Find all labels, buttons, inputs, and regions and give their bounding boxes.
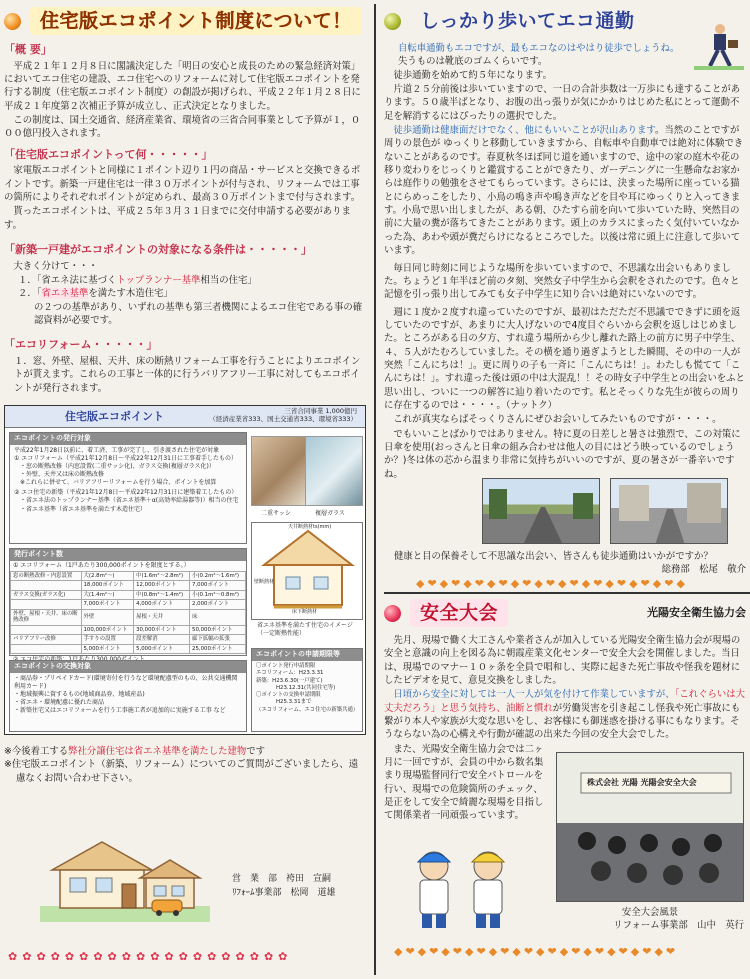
points-table-cell: 2,000ポイント — [190, 600, 246, 609]
street-photo-2 — [610, 478, 728, 544]
lead-line: 自転車通勤もエコですが、最もエコなのはやはり徒歩でしょうね。 — [398, 43, 680, 54]
signature-dept-1: 営 業 部 — [232, 874, 278, 884]
safety-caption-block — [556, 906, 744, 933]
panel-heading: エコポイントの発行対象 — [10, 433, 246, 445]
points-table-cell — [11, 600, 82, 609]
highlight-text: 徒歩通勤は健康面だけでなく、他にもいいことが沢山あります — [393, 125, 655, 137]
flower-icon: ✿ — [121, 950, 131, 963]
workers-illustration — [404, 844, 524, 930]
paragraph: １．窓、外壁、屋根、天井、床の断熱リフォーム工事を行うことによりエコポイントが貰えます。これらの工事と一体的に行うバリアフリー工事に対してもエコポイントが発行されます。 — [14, 355, 361, 394]
mini-line: ※これらに併せて、バリアフリーリフォームを行う場合、ポイントを加算 — [20, 479, 217, 487]
points-table-cell: バリアフリー改修 — [11, 635, 82, 644]
paragraph-text: 。当然のことですが周りの景色が ゆっくりと移動していきますから、自転車や自動車では絶対に体験できないことがあるのです。春夏秋冬ほぼ同じ道を通いますので、途中の家の庭木や花の移り変わりをじっくりと鑑賞することができたり、ガーデニングに一生懸命なお家からは庭作りの勉強をさせてもらっています。さらには、決まった場所に座っている猫とにらめっこをしたり、小鳥の鳴き声や鳴き声などを目や耳にゆっくりと入ってきます。小鳥で思い出しましたが、ある朝、ひたすら前を向いて歩いていた時、突然目の前に大量の糞が落ちてきたことがあります。頭上のカラスにまったく気付いていなかった為、あわや頭が糞だらけになるところでした。以後は常に頭上に注意して歩いています。 — [384, 125, 744, 257]
note-1-a: ※今後着工する — [4, 745, 69, 757]
note-1-highlight: 弊社分譲住宅は省エネ基準を満たした建物 — [68, 745, 247, 757]
paragraph-text: が労働災害を引き起こし怪我や死亡事故にも繋がり本人や家族が大変な思いをし、お客様にも御迷惑を掛ける事にもなります。そうならない為の心構えや行動が確認の出来た今回の安全大会でした。 — [384, 702, 741, 741]
closing-line: 健康と目の保養そして不思議な出会い、皆さんも徒歩通勤はいかがですか？ — [394, 551, 713, 562]
points-table — [10, 571, 246, 654]
street-1-svg — [483, 479, 600, 544]
points-table-cell — [11, 625, 82, 634]
points-table-cell: 4,000ポイント — [134, 600, 190, 609]
panel-heading: エコポイントの申請期限等 — [252, 649, 362, 661]
right-title-row — [384, 6, 746, 36]
points-table-cell: 外壁、屋根・天井、床の断熱改修 — [11, 609, 82, 625]
mini-line: ・地域振興に資するもの(地域商品券、地域産品) — [14, 691, 145, 699]
flower-icon: ✿ — [50, 950, 60, 963]
flower-icon: ✿ — [164, 950, 174, 963]
eco-point-info-box — [4, 405, 366, 735]
heart-border: ◆❤◆❤◆❤◆❤◆❤◆❤◆❤◆❤◆❤◆❤◆❤◆ — [416, 577, 688, 590]
paragraph: これが真実ならばそっくりさんにぜひお会いしてみたいものですが・・・・。 — [393, 414, 722, 426]
points-table-cell: 小(0.1m²〜0.8m²) — [190, 590, 246, 599]
paragraph: 家電版エコポイントと同様に１ポイント辺り１円の商品・サービスと交換できるポイントです。新築一戸建住宅は一律３０万ポイントが付与され、リフォームでは工事の箇所によりそれぞれポイントが定められ、最高３０万ポイントまで付与されます。 — [4, 165, 361, 203]
paragraph: 毎日同じ時刻に同じような場所を歩いていますので、不思議な出会いもありました。ちょうど１年半ほど前のタ刻、突然女子中学生から会釈をされたのです。色々と記憶を引っ張り出してみても女子中学生に知り合いは絶対にいないのです。 — [384, 262, 740, 301]
note-line — [4, 745, 366, 758]
flower-icon: ✿ — [64, 950, 75, 963]
heart-border-bottom: ◆❤◆❤◆❤◆❤◆❤◆❤◆❤◆❤◆❤◆❤◆❤◆❤ — [394, 945, 679, 958]
points-table-cell: 100,000ポイント — [81, 625, 134, 634]
points-table-cell: 中(0.8m²〜1.4m²) — [134, 590, 190, 599]
flower-icon: ✿ — [36, 950, 46, 963]
points-table-cell: 窓の断熱改修・内窓設置 — [11, 572, 82, 581]
signature-name-2: 松岡 道雄 — [290, 888, 336, 899]
points-table-row — [11, 581, 246, 590]
budget-text: 三省合同事業 1,000億円 — [284, 406, 357, 415]
points-table-cell: 小(0.2m²〜1.6m²) — [190, 572, 246, 581]
flower-icon: ✿ — [150, 950, 160, 963]
mini-line: ・外壁、天井又は床の断熱改修 — [20, 471, 105, 479]
double-sash-photo — [251, 436, 309, 506]
flower-icon: ✿ — [263, 950, 274, 963]
safety-meeting-photo — [556, 752, 744, 902]
points-table-cell: 25,000ポイント — [190, 644, 246, 653]
flower-icon: ✿ — [79, 950, 89, 963]
highlight-red: 「これぐらいは大丈夫だろう」と思う気持ち、油断と慣れ — [384, 689, 745, 714]
mini-line: ・新築住宅又はエコリフォームを行う工事施工者が追加的に実施する工事 など — [14, 707, 226, 715]
points-panel — [9, 548, 247, 656]
paragraph: 大きく分けて・・・ — [13, 260, 98, 272]
ball-icon — [4, 13, 21, 30]
safety-title: 安全大会 — [410, 599, 508, 628]
flower-icon: ✿ — [107, 950, 117, 963]
paragraph: 失うものは靴底のゴムくらいです。 — [398, 56, 548, 68]
info-box-label: 住宅版エコポイント — [65, 409, 164, 423]
points-table-row — [11, 644, 246, 653]
walking-man-icon — [694, 22, 744, 70]
street-2-svg — [611, 479, 728, 544]
caption-house-diagram — [257, 622, 353, 638]
condition-item-2 — [4, 287, 366, 300]
condition-1-c: 相当の住宅」 — [200, 274, 257, 286]
house-diagram-svg — [252, 523, 364, 621]
paragraph: また、光陽安全衛生協力会では二ヶ月に一回ですが、会員の中から数名集まり現場監督同行で安全パトロールを行い、現場での危険箇所のチェック、是正をして安全で綺麗な現場を目指して関係業者一同頑張っています。 — [384, 743, 544, 822]
points-table-cell: 7,000ポイント — [190, 581, 246, 590]
caption-double-glazing: 複層ガラス — [315, 509, 345, 517]
meeting-svg — [557, 753, 744, 902]
points-table-cell — [11, 644, 82, 653]
points-table-row — [11, 600, 246, 609]
paragraph: 平成２１年１２月８日に閣議決定した「明日の安心と成長のための緊急経済対策」においてエコ住宅の建設、エコ住宅へのリフォームに対して住宅版エコポイントを発行する制度（住宅版エコポイント制度）の創設が掲げられ、平成２２年１月２８日に平成２１年度第２次補正予算が成立し、正式決定となりました。 — [4, 60, 361, 112]
points-table-row — [11, 625, 246, 634]
points-table-cell: 廊下拡幅の拡張 — [190, 635, 246, 644]
diagram-label-wall: 壁断熱材 — [254, 578, 275, 585]
section-divider — [384, 592, 750, 594]
panel-heading: エコポイントの交換対象 — [10, 661, 246, 673]
mini-line: 平成22年1月28日以前に、着工済、工事が完了し、引き渡された住宅が対象 — [14, 446, 220, 454]
flower-icon: ✿ — [221, 950, 231, 963]
issue-target-panel — [9, 432, 247, 544]
points-table-cell: 30,000ポイント — [134, 625, 190, 634]
points-table-cell: 床 — [190, 609, 246, 625]
paragraph: 貰ったエコポイントは、平成２５年３月３１日までに交付申請する必要があります。 — [4, 206, 351, 231]
points-table-cell: 段差解消 — [134, 635, 190, 644]
points-table-cell: 中(1.6m²〜2.8m²) — [134, 572, 190, 581]
section-heading-conditions: 「新築一戸建がエコポイントの対象になる条件は・・・・・」 — [4, 243, 312, 256]
paragraph: 先月、現場で働く大工さんや業者さんが加入している光陽安全衛生協力会が現場の安全と意識の向上を図る為に朝霞産業文化センターで安全大会を開催しました。当日は、現場でのマナー１０ヶ条を全員で唱和し、実際に起きた死亡事故や怪我を題材にしたビデオを見て、意見交換をしました。 — [384, 635, 741, 687]
mini-line: ① エコリフォーム（平成21年12月8日〜平成22年12月31日に工事着手したもの） — [14, 455, 237, 462]
signature-line-1 — [232, 872, 336, 886]
caption-double-sash: 二重サッシ — [261, 509, 291, 517]
flower-icon: ✿ — [235, 950, 245, 963]
points-table-row — [11, 572, 246, 581]
points-table-row — [11, 609, 246, 625]
mini-line: 〇ポイント発行申請期限 — [256, 662, 316, 669]
deadline-panel — [251, 648, 363, 732]
paragraph: 徒歩通勤を始めて約５年になります。 — [393, 69, 553, 81]
diagram-label-floor: 床下断熱材 — [292, 608, 318, 615]
mini-line: ・商品券・プリペイドカード(環境寄付を行うなど環境配慮型のもの、公共交通機関利用カード) — [14, 674, 238, 690]
street-photo-1 — [482, 478, 600, 544]
note-1-c: です — [246, 745, 266, 757]
points-table-cell: 18,000ポイント — [81, 581, 134, 590]
points-table-cell: 7,000ポイント — [81, 600, 134, 609]
points-table-cell — [11, 581, 82, 590]
flower-icon: ✿ — [8, 950, 18, 963]
section-heading-overview: 「概 要」 — [4, 43, 52, 56]
condition-1-a: １．「省エネ法に基づく — [18, 274, 117, 286]
paragraph: の２つの基準があり、いずれの基準も第三者機関によるエコ住宅である事の確認資料が必要です。 — [34, 301, 363, 326]
left-column — [4, 6, 366, 785]
condition-item-1 — [4, 274, 366, 287]
section-heading-what: 「住宅版エコポイントって何・・・・・」 — [4, 147, 213, 161]
paragraph: 週に１度か２度すれ違っていたのですが、最初はただただ不思議でできずに頭を返していたのですが、あまりに大人げないので4度目ぐらいから会釈を返しはじめました。ところがある日の夕方、すれ違う場所から少し離れた路上の前方に男子中学生、４、５人がたむろしていました。その横を通り過ぎようとした瞬間、その中の一人が突然「こんにちは！」。更に周りの子も一斉に「こんにちは！」。わたしも慌てて「こんにちは！」。すれ違った後は頭の中は大混乱！！その時女子中学生との出会いをふと思い出し、ついに一つの解答に辿り着いたのです。私とそっくりな先生が彼らの周りに存在するのでは・・・・。（ナットク） — [384, 306, 745, 411]
points-table-row — [11, 590, 246, 599]
signature-name-1: 袴田 宣嗣 — [286, 874, 332, 884]
paragraph: この制度は、国土交通省、経済産業省、環境省の三省合同事業として予算が１，０００億円投入されます。 — [4, 114, 361, 140]
meeting-banner: 株式会社 光陽 光陽会安全大会 — [587, 778, 697, 787]
points-table-cell: 外壁 — [81, 609, 134, 625]
points-table-cell: ガラス交換(ガラス化) — [11, 590, 82, 599]
paragraph — [384, 688, 746, 741]
condition-2-c: を満たす木造住宅」 — [88, 288, 173, 300]
flower-icon: ✿ — [192, 950, 203, 963]
paragraph: でもいいことばかりではありません。特に夏の日差しと暑さは強烈で、この対策に日傘を使用(おっさんと日傘の組み合わせは他人の目にはどう映っているのでしょうか？)冬は体の芯から温まり非常に気持ちがいいのですが、夏の暑さが一番辛いですね。 — [384, 428, 741, 480]
paragraph — [384, 124, 746, 257]
info-box-header — [5, 406, 365, 428]
condition-2-a: ２．「 — [18, 288, 42, 300]
points-table-cell: 5,000ポイント — [81, 644, 134, 653]
mini-line: ・窓の断熱改修（内窓設置(二重サッシ化)、ガラス交換(複層ガラス化)） — [20, 463, 215, 471]
signature-line-2 — [232, 886, 336, 900]
exchange-panel — [9, 660, 247, 732]
ball-icon — [384, 605, 401, 622]
points-table-cell: 大(2.8m²〜) — [81, 572, 134, 581]
walking-author: 総務部 松尾 敬介 — [661, 564, 746, 576]
flower-icon: ✿ — [178, 950, 188, 963]
points-table-cell: 手すりの設置 — [81, 635, 134, 644]
caption-house-b: （一定断熱性能） — [257, 630, 306, 638]
diagram-label-ceiling: 天井断熱材ts(mm) — [288, 523, 332, 530]
flower-border-left — [8, 950, 287, 964]
right-column — [384, 6, 746, 482]
paragraph: 片道２５分前後は歩いていますので、一日の合計歩数は一万歩にも達することがあります。５０歳半ばとなり、お腹の出っ張りが気にかかりはじめた私にとって運動不足を解消するにはぴったりの選択でした。 — [384, 84, 741, 122]
condition-1-highlight: トップランナー基準 — [116, 274, 201, 286]
left-title-row — [4, 6, 366, 36]
points-reform-head: ① エコリフォーム（1戸あたり300,000ポイントを限度とする。） — [13, 561, 190, 569]
points-table-cell: 大(1.4m²〜) — [81, 590, 134, 599]
flower-icon: ✿ — [135, 950, 146, 963]
left-title: 住宅版エコポイント制度について！ — [30, 7, 362, 36]
flower-icon: ✿ — [93, 950, 103, 963]
column-divider — [374, 4, 376, 975]
ball-icon — [384, 13, 401, 30]
points-table-cell: 50,000ポイント — [190, 625, 246, 634]
mini-line: エコリフォーム：H23.3.31 — [256, 670, 324, 677]
points-table-row — [11, 635, 246, 644]
house-insulation-diagram — [251, 522, 363, 620]
mini-line: ・省エネ・環境配慮に優れた商品 — [14, 699, 105, 707]
budget-note: （経済産業省333、国土交通省333、環境省333） — [209, 414, 357, 423]
highlight-text: 日頃から安全に対しては一人一人が気を付けて作業していますが、 — [393, 689, 675, 701]
safety-org: 光陽安全衛生協力会 — [647, 606, 746, 620]
flower-icon: ✿ — [249, 950, 259, 963]
flower-icon: ✿ — [207, 950, 217, 963]
right-title: しっかり歩いてエコ通勤 — [420, 9, 635, 32]
mini-line: ・省エネ法のトップランナー基準（省エネ基準＋α(高効率給湯器等)）相当の住宅 — [20, 497, 239, 505]
mini-line: H25.3.31まで — [276, 699, 312, 706]
flower-icon: ✿ — [22, 950, 32, 963]
panel-heading: 発行ポイント数 — [10, 549, 246, 561]
info-box-budget — [209, 408, 357, 424]
safety-author: リフォーム事業部 山中 英行 — [613, 920, 744, 932]
mini-line: 新築：H23.6.30(一戸建て) — [256, 677, 323, 684]
safety-title-row — [384, 598, 746, 628]
note-line: ※住宅版エコポイント（新築、リフォーム）についてのご質問がございましたら、遠慮なくお問い合わせ下さい。 — [4, 759, 359, 784]
points-table-cell: 12,000ポイント — [134, 581, 190, 590]
mini-line: ・省エネ基準（省エネ基準を満たす木造住宅） — [20, 505, 147, 513]
caption-house: 省エネ基準を満たす住宅のイメージ — [257, 621, 353, 629]
double-glazing-photo — [305, 436, 363, 506]
mini-line: （エコリフォーム、エコ住宅の新築共通） — [256, 706, 359, 713]
section-heading-reform: 「エコリフォーム・・・・・」 — [4, 338, 158, 352]
points-table-cell: 屋根・天井 — [134, 609, 190, 625]
photo-caption: 安全大会風景 — [621, 907, 679, 918]
house-illustration — [40, 832, 210, 922]
mini-line: ② エコ住宅の新築（平成21年12月8日〜平成22年12月31日に建築着工したもの） — [14, 489, 238, 497]
mini-line: H23.12.31(共同住宅等) — [276, 684, 336, 691]
condition-2-highlight: 省エネ基準 — [41, 288, 89, 300]
left-signature — [232, 872, 336, 901]
flower-icon: ✿ — [278, 950, 288, 963]
mini-line: 〇ポイントの交換申請期限 — [256, 692, 321, 699]
signature-dept-2: ﾘﾌｫｰﾑ事業部 — [232, 888, 282, 899]
points-table-cell: 5,000ポイント — [134, 644, 190, 653]
